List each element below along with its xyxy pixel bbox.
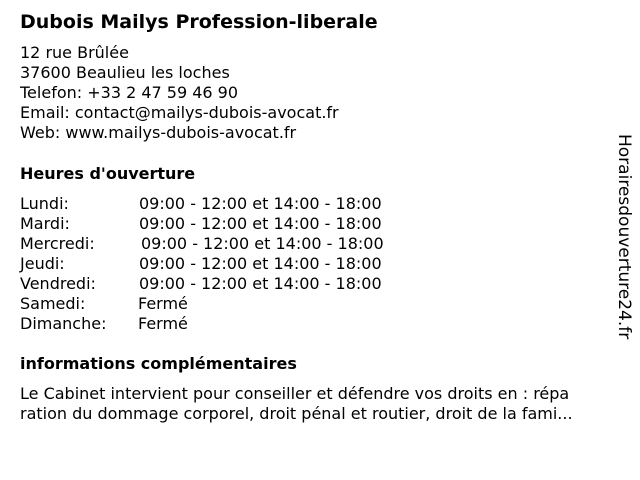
day-hours: Fermé — [138, 314, 188, 333]
day-label: Jeudi: — [20, 254, 65, 273]
additional-info-text — [20, 384, 625, 424]
business-name: Dubois Mailys Profession-liberale — [20, 11, 378, 33]
day-label: Mardi: — [20, 214, 70, 233]
day-hours: 09:00 - 12:00 et 14:00 - 18:00 — [139, 214, 382, 233]
site-watermark: Horairesdouverture24.fr — [614, 134, 634, 340]
address-city: 37600 Beaulieu les loches — [20, 63, 230, 82]
day-label: Vendredi: — [20, 274, 96, 293]
address-street: 12 rue Brûlée — [20, 43, 129, 62]
day-hours: Fermé — [138, 294, 188, 313]
info-line: ration du dommage corporel, droit pénal et routier, droit de la fami... — [20, 404, 573, 423]
day-label: Lundi: — [20, 194, 69, 213]
additional-info-heading: informations complémentaires — [20, 354, 297, 373]
phone-number[interactable]: Telefon: +33 2 47 59 46 90 — [20, 83, 239, 102]
day-label: Dimanche: — [20, 314, 107, 333]
contact-details — [20, 43, 339, 143]
day-hours: 09:00 - 12:00 et 14:00 - 18:00 — [141, 234, 384, 253]
opening-hours-heading: Heures d'ouverture — [20, 164, 196, 183]
email-address[interactable]: Email: contact@mailys-dubois-avocat.fr — [20, 103, 339, 122]
website-link[interactable]: Web: www.mailys-dubois-avocat.fr — [20, 123, 297, 142]
day-hours: 09:00 - 12:00 et 14:00 - 18:00 — [139, 254, 382, 273]
day-label: Samedi: — [20, 294, 86, 313]
day-label: Mercredi: — [20, 234, 95, 253]
info-line: Le Cabinet intervient pour conseiller et défendre vos droits en : répa — [20, 384, 570, 403]
day-hours: 09:00 - 12:00 et 14:00 - 18:00 — [139, 194, 382, 213]
day-hours: 09:00 - 12:00 et 14:00 - 18:00 — [139, 274, 382, 293]
